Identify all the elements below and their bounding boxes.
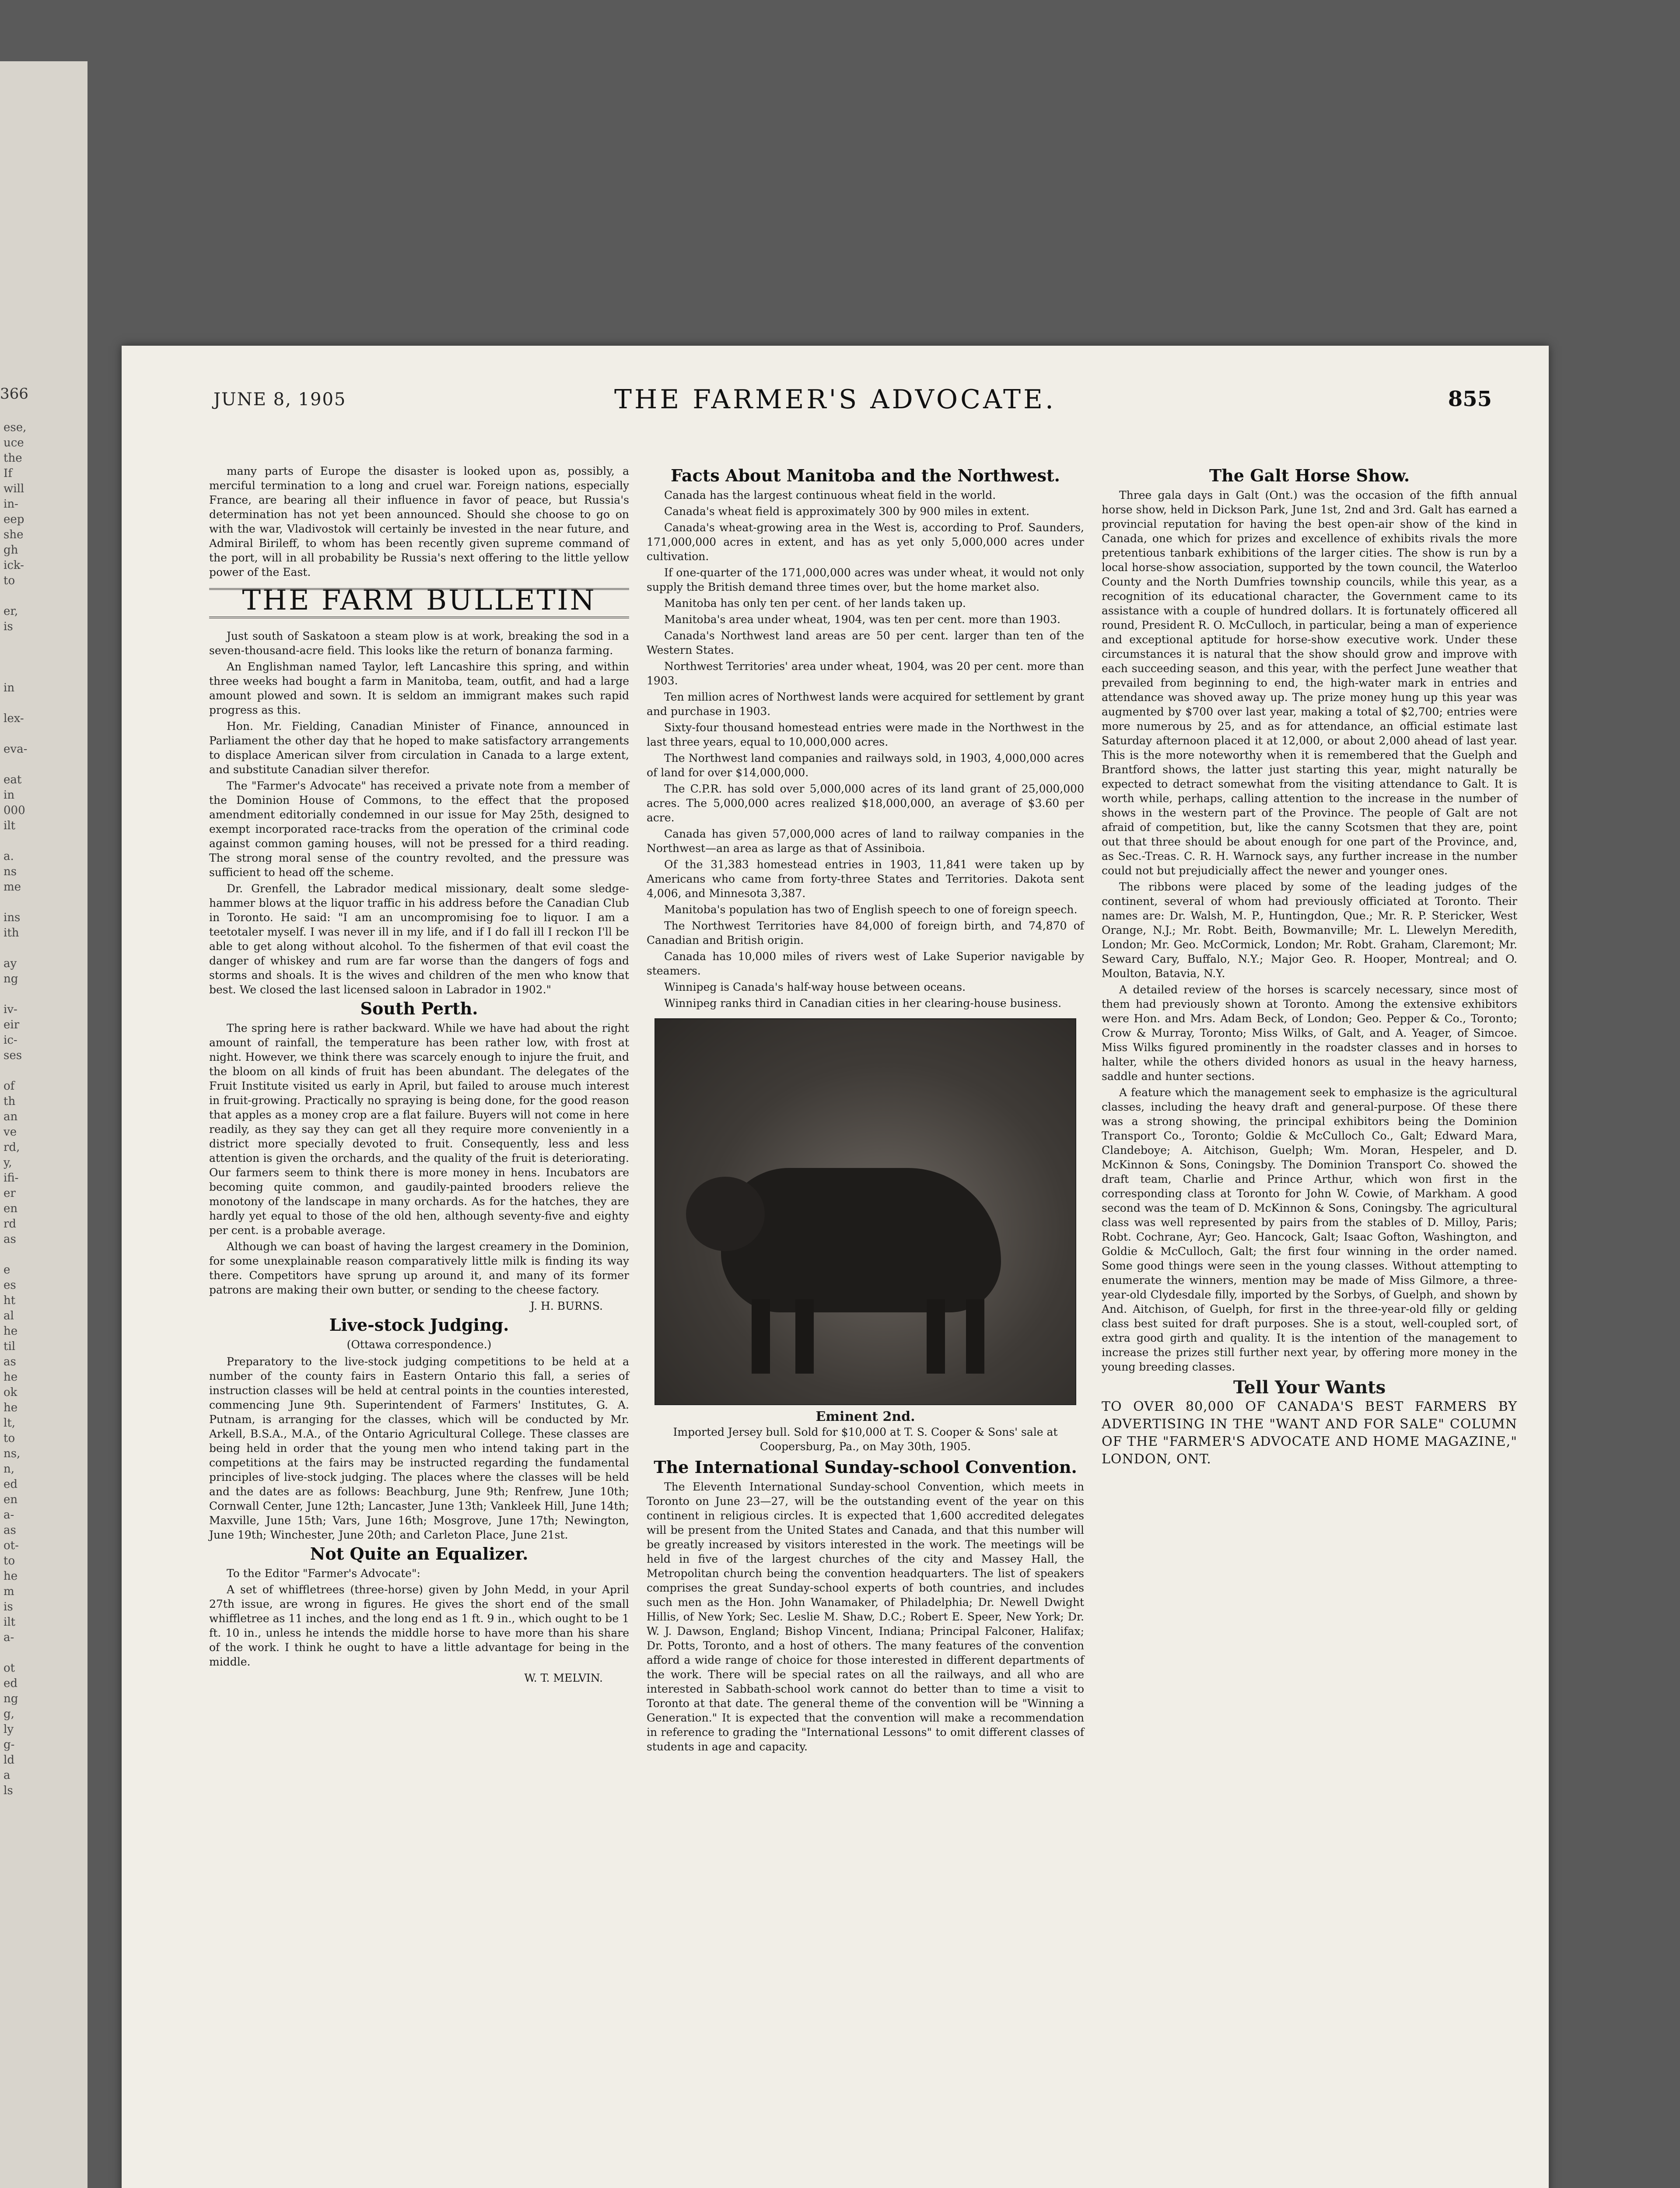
photo-caption-title: Eminent 2nd. [816, 1409, 915, 1424]
previous-page-fragment: a. [4, 850, 14, 863]
previous-page-fragment: n, [4, 1462, 15, 1476]
previous-page-fragment: ses [4, 1049, 22, 1062]
previous-page-fragment [0, 665, 27, 680]
farm-bulletin-title: THE FARM BULLETIN [242, 584, 596, 617]
previous-page-fragment: g, [4, 1708, 14, 1721]
paragraph: Canada's Northwest land areas are 50 per cent. larger than ten of the Western States. [647, 629, 1084, 656]
jersey-bull-photo [654, 1018, 1076, 1405]
previous-page-fragment: to [4, 1432, 15, 1445]
previous-page-fragment: es [4, 1279, 16, 1292]
previous-page-fragment [0, 650, 27, 665]
paragraph: Although we can boast of having the largest creamery in the Dominion, for some unexplainable reason comparatively little milk is finding its way there. Competitors have sprung up around it, and many of its former patrons are making their own butter, or sending to the cheese factory. [209, 1240, 629, 1296]
previous-page-fragment: iv- [4, 1003, 18, 1016]
previous-page-fragment: will [4, 482, 24, 495]
paragraph: Hon. Mr. Fielding, Canadian Minister of Finance, announced in Parliament the other day that he hoped to make satisfactory arrangements to displace American silver from circulation in Canada to a large extent, and substitute Canadian silver therefor. [209, 720, 629, 776]
previous-page-fragment: the [4, 452, 22, 465]
previous-page-fragment: ilt [4, 1616, 16, 1629]
previous-page-fragment [0, 1063, 27, 1079]
previous-page-fragment: ve [4, 1126, 17, 1139]
previous-page-fragment: he [4, 1371, 18, 1384]
paragraph: Canada has the largest continuous wheat field in the world. [664, 489, 996, 501]
previous-page-fragment: ls [4, 1784, 13, 1797]
advert-body: TO OVER 80,000 OF CANADA'S BEST FARMERS BY ADVERTISING IN THE "WANT AND FOR SALE" COLUMN OF THE "FARMER'S ADVOCATE AND HOME MAGAZINE," LONDON, ONT. [1102, 1399, 1517, 1467]
previous-page-fragment: ay [4, 957, 17, 970]
paragraph: A set of whiffletrees (three-horse) given by John Medd, in your April 27th issue, are wrong in figures. He gives the short end of the small whiffletree as 11 inches, and the long end as 1 ft. 9 in., which ought to be 1 ft. 10 in., unless he intends the middle horse to have more than his share of the work. I think he ought to have a little advantage for being in the middle. [209, 1583, 629, 1668]
previous-page-fragment [0, 1247, 27, 1262]
previous-page-fragment: ith [4, 926, 19, 940]
paragraph: Canada's wheat field is approximately 300 by 900 miles in extent. [664, 505, 1030, 518]
previous-page-fragment: is [4, 1600, 13, 1613]
bull-leg [966, 1299, 984, 1374]
column-left [209, 464, 629, 1689]
equalizer-salutation: To the Editor "Farmer's Advocate": [227, 1567, 420, 1580]
previous-page-fragment [0, 895, 27, 910]
previous-page-fragment: m [4, 1585, 14, 1598]
paragraph: The Northwest land companies and railways sold, in 1903, 4,000,000 acres of land for over $14,000,000. [647, 752, 1084, 779]
previous-page-fragment: ok [4, 1386, 18, 1399]
paragraph: Three gala days in Galt (Ont.) was the occasion of the fifth annual horse show, held in Dickson Park, June 1st, 2nd and 3rd. Galt has earned a provincial reputation for having the best open-air show of the kind in Canada, one which for prizes and excellence of exhibits rivals the more pretentious tanbark exhibitions of the larger cities. The show is run by a local horse-show association, supported by the town council, the Waterloo County and the North Dumfries township councils, while this year, as a recognition of its educational character, the Government came to its assistance with a couple of hundred dollars. It is fortunately officered all round, President R. O. McCulloch, in particular, being a man of experience and exceptional aptitude for horse-show executive work. Under these circumstances it is natural that the show should grow and improve with each succeeding season, and this year, with the perfect June weather that prevailed from beginning to end, the high-water mark in entries and attendance was shoved away up. The prize money hung up this year was augmented by $700 over last year, making a total of $2,700; entries were more numerous by 25, and as for attendance, an official estimate last Saturday afternoon placed it at 12,000, or about 2,000 ahead of last year. This is the more noteworthy when it is remembered that the Guelph and Brantford shows, the latter just starting this year, might naturally be expected to detract somewhat from the visiting attendance to Galt. It is worth while, perhaps, calling attention to the increase in the number of shows in the western part of the Province. The people of Galt are not afraid of competition, but, like the canny Scotsmen that they are, point out that three should be about enough for one part of the Province, and, as Sec.-Treas. C. R. H. Warnock says, any further increase in the number could not but prejudicially affect the newer and younger ones. [1102, 489, 1517, 877]
previous-page-fragment: in [4, 789, 15, 802]
previous-page-fragment: er [4, 1187, 16, 1200]
publication-title: THE FARMER'S ADVOCATE. [614, 384, 1056, 415]
paragraph: Sixty-four thousand homestead entries were made in the Northwest in the last three years, equal to 10,000,000 acres. [647, 721, 1084, 748]
previous-page-fragment: uce [4, 436, 24, 449]
bull-leg [752, 1299, 770, 1374]
paragraph: many parts of Europe the disaster is looked upon as, possibly, a merciful termination to a long and cruel war. Foreign nations, especially France, are bearing all their influence in favor of peace, but Russia's determination has not yet been announced. Should she choose to go on with the war, Vladivostok will certainly be invested in the near future, and Admiral Birileff, to whom has been recently given supreme command of the port, will in all probability be Russia's next offering to the little yellow power of the East. [209, 465, 629, 579]
previous-page-fragment: eva- [4, 743, 28, 756]
previous-page-fragment: eep [4, 513, 24, 526]
paragraph: Manitoba's area under wheat, 1904, was ten per cent. more than 1903. [664, 613, 1060, 626]
paragraph: Ten million acres of Northwest lands were acquired for settlement by grant and purchase in 1903. [647, 691, 1084, 718]
previous-page-fragment: er, [4, 605, 18, 618]
previous-page-fragment: a [4, 1769, 10, 1782]
sunday-school-article [647, 1480, 1084, 1754]
previous-page-fragment: ns [4, 865, 17, 878]
paragraph: Just south of Saskatoon a steam plow is at work, breaking the sod in a seven-thousand-acre field. This looks like the return of bonanza farming. [209, 630, 629, 657]
farm-bulletin-banner [209, 584, 629, 618]
paragraph: Canada has given 57,000,000 acres of land to railway companies in the Northwest—an area as large as that of Assiniboia. [647, 828, 1084, 855]
previous-page-fragment: ifi- [4, 1171, 19, 1185]
previous-page-fragment: ese, [4, 421, 27, 434]
previous-page-fragment: ed [4, 1677, 18, 1690]
livestock-judging-heading: Live-stock Judging. [329, 1315, 509, 1335]
manitoba-facts-heading: Facts About Manitoba and the Northwest. [671, 466, 1060, 485]
previous-page-fragment [0, 1645, 27, 1661]
previous-page-fragments [0, 420, 27, 1799]
galt-horse-show-heading: The Galt Horse Show. [1209, 466, 1410, 485]
previous-page-fragment: e [4, 1263, 10, 1276]
previous-page-fragment: ins [4, 911, 21, 924]
equalizer-signature: W. T. MELVIN. [524, 1672, 603, 1684]
paragraph: Canada has 10,000 miles of rivers west of Lake Superior navigable by steamers. [647, 950, 1084, 977]
previous-page-fragment: y, [4, 1156, 12, 1169]
previous-page-fragment: th [4, 1095, 16, 1108]
previous-page-fragment: ng [4, 972, 18, 985]
south-perth-heading: South Perth. [360, 999, 478, 1018]
previous-page-fragment [0, 635, 27, 650]
previous-page-fragment: ld [4, 1753, 14, 1767]
masthead [122, 381, 1549, 424]
south-perth-signature: J. H. BURNS. [530, 1300, 603, 1312]
previous-page-fragment [0, 757, 27, 772]
previous-page-fragment: ick- [4, 559, 24, 572]
previous-page-fragment [0, 834, 27, 849]
previous-page-strip [0, 61, 88, 2188]
paragraph: Winnipeg ranks third in Canadian cities in her clearing-house business. [664, 997, 1062, 1010]
previous-page-fragment: ic- [4, 1034, 18, 1047]
paragraph: Canada's wheat-growing area in the West is, according to Prof. Saunders, 171,000,000 acres in extent, and has as yet only 5,000,000 acres under cultivation. [647, 521, 1084, 563]
previous-page-fragment: al [4, 1309, 14, 1322]
paragraph: The "Farmer's Advocate" has received a private note from a member of the Dominion House of Commons, to the effect that the proposed amendment editorially condemned in our issue for May 25th, designed to exempt incorporated race-tracks from the operation of the criminal code against common gaming houses, will not be pressed for a third reading. The strong moral sense of the country revolted, and the pressure was sufficient to head off the scheme. [209, 779, 629, 879]
previous-page-fragment: ht [4, 1294, 16, 1307]
previous-page-fragment: lex- [4, 712, 24, 725]
paragraph: The Northwest Territories have 84,000 of foreign birth, and 74,870 of Canadian and British origin. [647, 919, 1084, 947]
sunday-school-heading: The International Sunday-school Convention. [654, 1457, 1077, 1477]
previous-page-fragment: as [4, 1355, 16, 1368]
previous-page-fragment: he [4, 1325, 18, 1338]
column-middle [647, 464, 1084, 1756]
livestock-correspondence: (Ottawa correspondence.) [346, 1338, 492, 1351]
previous-page-fragment: he [4, 1570, 18, 1583]
previous-page-fragment: he [4, 1401, 18, 1414]
paragraph: The C.P.R. has sold over 5,000,000 acres of its land grant of 25,000,000 acres. The 5,000,000 acres realized $18,000,000, an average of $3.60 per acre. [647, 782, 1084, 824]
previous-page-fragment: If [4, 467, 12, 480]
previous-page-fragment: of [4, 1080, 15, 1093]
previous-page-fragment: ns, [4, 1447, 21, 1460]
equalizer-letter [209, 1582, 629, 1669]
paragraph: Manitoba's population has two of English speech to one of foreign speech. [664, 903, 1078, 916]
previous-page-fragment: ilt [4, 819, 16, 832]
newspaper-page [122, 346, 1549, 2188]
previous-page-fragment [0, 726, 27, 742]
previous-page-fragment: g- [4, 1738, 15, 1751]
south-perth-article [209, 1021, 629, 1297]
previous-page-fragment: ly [4, 1723, 14, 1736]
previous-page-fragment: eir [4, 1018, 20, 1031]
paragraph: Preparatory to the live-stock judging competitions to be held at a number of the county fairs in Eastern Ontario this fall, a series of instruction classes will be held at central points in the counties interested, commencing June 9th. Superintendent of Farmers' Institutes, G. A. Putnam, is arranging for the classes, which will be conducted by Mr. Arkell, B.S.A., M.A., of the Ontario Agricultural College. These classes are being held in order that the young men who intend taking part in the competitions at the fairs may be instructed regarding the fundamental principles of live-stock judging. The places where the classes will be held and the dates are as follows: Beachburg, June 9th; Renfrew, June 10th; Cornwall Center, June 12th; Lancaster, June 13th; Vankleek Hill, June 14th; Maxville, June 15th; Vars, June 16th; Mosgrove, June 17th; Newington, June 19th; Winchester, June 20th; and Carleton Place, June 21st. [209, 1355, 629, 1541]
previous-page-fragment: rd [4, 1217, 17, 1231]
photo-caption-text: Imported Jersey bull. Sold for $10,000 at T. S. Cooper & Sons' sale at Coopersburg, Pa., on May 30th, 1905. [673, 1426, 1058, 1453]
previous-page-fragment: as [4, 1233, 16, 1246]
previous-page-fragment: til [4, 1340, 16, 1353]
paragraph: Manitoba has only ten per cent. of her lands taken up. [664, 597, 966, 610]
previous-page-fragment [0, 696, 27, 711]
previous-page-fragment: ot [4, 1662, 15, 1675]
paragraph: Winnipeg is Canada's half-way house between oceans. [664, 981, 966, 993]
previous-page-fragment: ot- [4, 1539, 19, 1552]
previous-page-fragment: is [4, 620, 13, 633]
advert-heading: Tell Your Wants [1233, 1377, 1386, 1398]
previous-page-fragment: rd, [4, 1141, 20, 1154]
previous-page-fragment: in [4, 681, 15, 694]
previous-page-fragment [0, 941, 27, 956]
paragraph: A feature which the management seek to emphasize is the agricultural classes, including the heavy draft and general-purpose. Of these there was a strong showing, the principal exhibitors being the Dominion Transport Co., Toronto; Goldie & McCulloch Co., Galt; Edward Mara, Clandeboye; A. Aitchison, Guelph; Wm. Moran, Hespeler, and D. McKinnon & Sons, Coningsby. The Dominion Transport Co. showed the draft team, Charlie and Prince Arthur, which won first in the corresponding class at Toronto for John W. Cowie, of Markham. A good second was the team of D. McKinnon & Sons, Coningsby. The agricultural class was well represented by pairs from the stables of D. Milloy, Paris; Robt. Cochrane, Ayr; Geo. Hancock, Galt; Isaac Gofton, Washington, and Goldie & McCulloch, Galt; the first four winning in the order named. Some good things were seen in the young classes. Without attempting to enumerate the winners, mention may be made of Miss Gilmore, a three-year-old Clydesdale filly, imported by the Sorbys, of Guelph, and shown by And. Aitchison, of Guelph, for first in the three-year-old filly or gelding class best suited for draft purposes. She is a stout, well-coupled sort, of extra good girth and quality. It is the intention of the management to increase the prizes still further next year, by offering more money in the young breeding classes. [1102, 1086, 1517, 1373]
previous-page-fragment: as [4, 1524, 16, 1537]
previous-page-fragment: gh [4, 543, 18, 557]
paragraph: Of the 31,383 homestead entries in 1903, 11,841 were taken up by Americans who came from forty-three States and Territories. Dakota sent 4,006, and Minnesota 3,387. [647, 858, 1084, 900]
previous-page-fragment: ed [4, 1478, 18, 1491]
paragraph: The spring here is rather backward. While we have had about the right amount of rainfall, the temperature has been rather low, with frost at night. However, we think there was scarcely enough to injure the fruit, and the bloom on all kinds of fruit has been abundant. The delegates of the Fruit Institute visited us early in April, but failed to arouse much interest in fruit-growing. Practically no spraying is being done, for the good reason that apples as a money crop are a flat failure. Buyers will not come in here readily, as they say they can get all they require more conveniently in a district more specially devoted to fruit. Consequently, less and less attention is given the orchards, and the quality of the fruit is deteriorating. Our farmers seem to think there is more money in hens. Incubators are becoming quite common, and gaudily-painted brooders relieve the monotony of the landscape in many orchards. As for the hatches, they are hardly yet equal to those of the old hen, although seventy-five and eighty per cent. is a probable average. [209, 1022, 629, 1237]
paragraph: Northwest Territories' area under wheat, 1904, was 20 per cent. more than 1903. [647, 660, 1084, 687]
previous-page-fragment: 000 [4, 804, 25, 817]
previous-page-fragment [0, 987, 27, 1002]
previous-page-fragment: ng [4, 1692, 18, 1705]
previous-page-fragment: en [4, 1493, 18, 1506]
previous-page-fragment: en [4, 1202, 18, 1215]
previous-page-fragment: to [4, 1554, 15, 1567]
paragraph: Dr. Grenfell, the Labrador medical missionary, dealt some sledge-hammer blows at the liquor traffic in his address before the Canadian Club in Toronto. He said: "I am an uncompromising foe to liquor. I am a teetotaler myself. I was never ill in my life, and if I do fall ill I reckon I'll be able to get along without alcohol. To the fishermen of that evil coast the danger of whiskey and rum are far worse than the dangers of fogs and storms and shoals. It is the wives and children of the men who know that best. We closed the last licensed saloon in Labrador in 1902." [209, 882, 629, 996]
bull-leg [795, 1299, 814, 1374]
previous-page-fragment: a- [4, 1631, 14, 1644]
paragraph: An Englishman named Taylor, left Lancashire this spring, and within three weeks had bought a farm in Manitoba, team, outfit, and had a large amount plowed and sown. It is seldom an immigrant makes such rapid progress as this. [209, 660, 629, 716]
previous-page-fragment: a- [4, 1508, 14, 1522]
previous-page-fragment: in- [4, 498, 18, 511]
manitoba-facts-list [647, 488, 1084, 1010]
paragraph: The Eleventh International Sunday-school Convention, which meets in Toronto on June 23—27, will be the outstanding event of the year on this continent in religious circles. It is expected that 1,600 accredited delegates will be present from the United States and Canada, and that this number will be greatly increased by visitors interested in the work. The meetings will be held in five of the largest churches of the city and Massey Hall, the Metropolitan church being the convention headquarters. The list of speakers comprises the great Sunday-school experts of both countries, and includes such men as the Hon. John Wanamaker, of Philadelphia; Dr. Newell Dwight Hillis, of New York; Sec. Leslie M. Shaw, D.C.; Robert E. Speer, New York; Dr. W. J. Dawson, England; Bishop Vincent, Indiana; Principal Falconer, Halifax; Dr. Potts, Toronto, and a host of others. The many features of the convention afford a wide range of choice for those interested in different departments of the work. There will be special rates on all the railways, and all who are interested in Sabbath-school work cannot do better than to time a visit to Toronto at that date. The general theme of the convention will be "Winning a Generation." It is expected that the convention will make a recommendation in reference to grading the "International Lessons" to omit different classes of students in age and capacity. [647, 1480, 1084, 1753]
bull-head [686, 1177, 765, 1251]
equalizer-heading: Not Quite an Equalizer. [310, 1544, 528, 1564]
previous-page-fragment: she [4, 528, 24, 541]
bull-body [721, 1168, 1001, 1312]
page-number: 855 [1448, 387, 1492, 411]
previous-page-fragment: lt, [4, 1417, 16, 1430]
war-intro [209, 464, 629, 579]
previous-page-fragment: an [4, 1110, 18, 1123]
paragraph: If one-quarter of the 171,000,000 acres was under wheat, it would not only supply the British demand three times over, but the home market also. [647, 566, 1084, 593]
issue-date: JUNE 8, 1905 [214, 389, 346, 410]
livestock-judging-article [209, 1354, 629, 1542]
bull-leg [927, 1299, 945, 1374]
previous-page-fragment [0, 589, 27, 604]
farm-bulletin-items [209, 629, 629, 997]
previous-page-fragment: me [4, 880, 21, 894]
previous-page-fragment: to [4, 574, 15, 587]
paragraph: The ribbons were placed by some of the leading judges of the continent, several of whom had previously officiated at Toronto. Their names are: Dr. Walsh, M. P., Huntingdon, Que.; Mr. R. P. Stericker, West Orange, N.J.; Mr. Robt. Beith, Bowmanville; Mr. L. Llewelyn Meredith, London; Mr. Geo. McCormick, London; Mr. Robt. Graham, Claremont; Mr. Seward Cary, Buffalo, N.Y.; Major Geo. R. Hooper, Montreal; and O. Moulton, Batavia, N.Y. [1102, 880, 1517, 980]
previous-page-fragment: eat [4, 773, 22, 786]
galt-horse-show-article [1102, 488, 1517, 1374]
paragraph: A detailed review of the horses is scarcely necessary, since most of them had previously shown at Toronto. Among the extensive exhibitors were Hon. and Mrs. Adam Beck, of London; Geo. Pepper & Co., Toronto; Crow & Murray, Toronto; Miss Wilks, of Galt, and A. Yeager, of Simcoe. Miss Wilks figured prominently in the roadster classes and in horses to halter, while the others divided honors as usual in the heavy harness, saddle and hunter sections. [1102, 983, 1517, 1083]
previous-page-number: 366 [0, 385, 28, 403]
column-right [1102, 464, 1517, 1468]
